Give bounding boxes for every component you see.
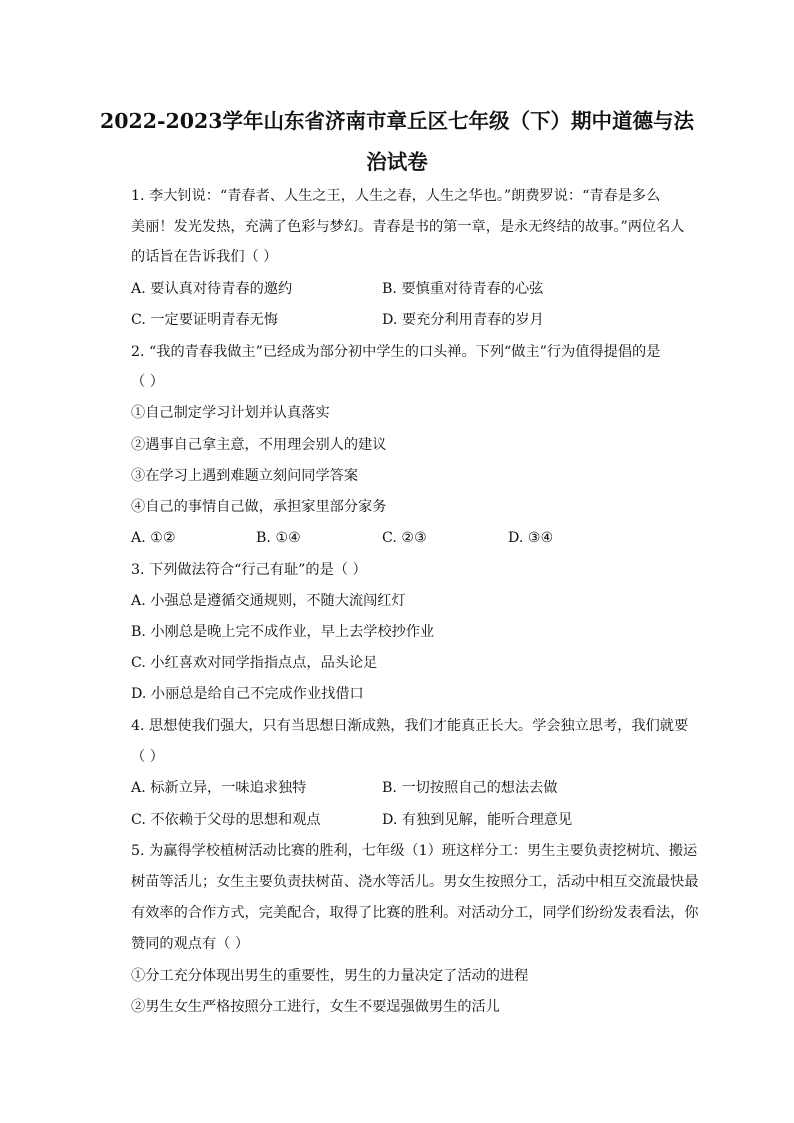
question-4-option-b: B. 一切按照自己的想法去做 (382, 780, 558, 796)
question-4-option-a: A. 标新立异，一味追求独特 (131, 780, 307, 796)
question-2-statement-2: ②遇事自己拿主意，不用理会别人的建议 (131, 437, 387, 453)
question-3-option-d: D. 小丽总是给自己不完成作业找借口 (131, 686, 364, 702)
exam-title-line-1: 2022-2023学年山东省济南市章丘区七年级（下）期中道德与法 (99, 109, 695, 133)
question-5-stem-line-2: 树苗等活儿；女生主要负责扶树苗、浇水等活儿。男女生按照分工，活动中相互交流最快最 (131, 874, 699, 890)
question-2-option-b: B. ①④ (256, 530, 301, 546)
question-1-stem-line-1: 1. 李大钊说：“青春者、人生之王，人生之春，人生之华也。”朗费罗说：“青春是多么 (131, 188, 661, 204)
question-1-option-a: A. 要认真对待青春的邀约 (131, 281, 293, 297)
question-1-stem-line-3: 的话旨在告诉我们（ ） (131, 249, 278, 265)
question-5-stem-line-3: 有效率的合作方式，完美配合，取得了比赛的胜利。对活动分工，同学们纷纷发表看法，你 (131, 905, 699, 921)
question-1-option-c: C. 一定要证明青春无悔 (131, 312, 279, 328)
question-2-statement-4: ④自己的事情自己做，承担家里部分家务 (131, 499, 387, 515)
question-3-stem-line-1: 3. 下列做法符合“行己有耻”的是（ ） (131, 562, 367, 578)
question-3-option-c: C. 小红喜欢对同学指指点点，品头论足 (131, 655, 378, 671)
question-2-stem-line-1: 2. “我的青春我做主”已经成为部分初中学生的口头禅。下列“做主”行为值得提倡的是 (131, 344, 661, 360)
question-2-statement-1: ①自己制定学习计划并认真落实 (131, 405, 330, 421)
exam-title-line-2: 治试卷 (366, 150, 428, 174)
question-1-stem-line-2: 美丽！发光发热，充满了色彩与梦幻。青春是书的第一章，是永无终结的故事。”两位名人 (131, 219, 685, 235)
question-4-stem-line-1: 4. 思想使我们强大，只有当思想日渐成熟，我们才能真正长大。学会独立思考，我们就要 (131, 718, 689, 734)
question-5-statement-1: ①分工充分体现出男生的重要性，男生的力量决定了活动的进程 (131, 968, 529, 984)
question-5-stem-line-4: 赞同的观点有（ ） (131, 936, 250, 952)
question-2-stem-line-2: （ ） (131, 374, 164, 390)
question-3-option-a: A. 小强总是遵循交通规则，不随大流闯红灯 (131, 593, 406, 609)
question-1-option-b: B. 要慎重对待青春的心弦 (382, 281, 544, 297)
question-3-option-b: B. 小刚总是晚上完不成作业，早上去学校抄作业 (131, 624, 435, 640)
question-5-stem-line-1: 5. 为赢得学校植树活动比赛的胜利，七年级（1）班这样分工：男生主要负责挖树坑、搬运 (131, 843, 698, 859)
question-4-option-c: C. 不依赖于父母的思想和观点 (131, 812, 321, 828)
question-1-option-d: D. 要充分利用青春的岁月 (382, 312, 544, 328)
question-4-option-d: D. 有独到见解，能听合理意见 (382, 812, 573, 828)
question-4-stem-line-2: （ ） (131, 749, 164, 765)
question-5-statement-2: ②男生女生严格按照分工进行，女生不要逞强做男生的活儿 (131, 999, 500, 1015)
question-2-option-d: D. ③④ (508, 530, 554, 546)
question-2-option-c: C. ②③ (382, 530, 427, 546)
question-2-statement-3: ③在学习上遇到难题立刻问同学答案 (131, 468, 359, 484)
question-2-option-a: A. ①② (131, 530, 176, 546)
